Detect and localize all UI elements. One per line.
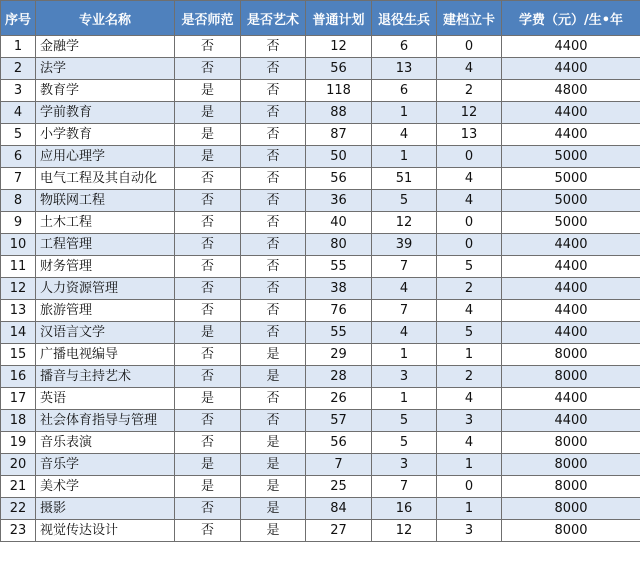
table-row xyxy=(1,58,640,80)
cell-is-art: 否 xyxy=(241,234,306,256)
cell-index: 20 xyxy=(1,454,36,476)
cell-registered-poor: 4 xyxy=(437,190,502,212)
table-row xyxy=(1,190,640,212)
cell-is-art: 否 xyxy=(241,322,306,344)
header-index: 序号 xyxy=(1,1,36,36)
cell-major-name: 音乐学 xyxy=(36,454,175,476)
cell-tuition: 5000 xyxy=(502,190,640,212)
cell-is-normal: 是 xyxy=(175,80,241,102)
cell-tuition: 4400 xyxy=(502,278,640,300)
table-row xyxy=(1,234,640,256)
cell-veteran: 1 xyxy=(372,388,437,410)
cell-is-normal: 是 xyxy=(175,454,241,476)
cell-major-name: 金融学 xyxy=(36,36,175,58)
cell-tuition: 8000 xyxy=(502,454,640,476)
cell-is-normal: 否 xyxy=(175,344,241,366)
cell-major-name: 工程管理 xyxy=(36,234,175,256)
table-row xyxy=(1,322,640,344)
cell-veteran: 7 xyxy=(372,476,437,498)
cell-tuition: 8000 xyxy=(502,476,640,498)
cell-regular-plan: 27 xyxy=(306,520,372,542)
cell-is-art: 是 xyxy=(241,520,306,542)
cell-regular-plan: 38 xyxy=(306,278,372,300)
cell-regular-plan: 56 xyxy=(306,168,372,190)
table-row xyxy=(1,388,640,410)
cell-tuition: 8000 xyxy=(502,520,640,542)
cell-regular-plan: 28 xyxy=(306,366,372,388)
cell-index: 5 xyxy=(1,124,36,146)
cell-registered-poor: 0 xyxy=(437,212,502,234)
cell-index: 19 xyxy=(1,432,36,454)
cell-is-art: 否 xyxy=(241,80,306,102)
cell-registered-poor: 1 xyxy=(437,498,502,520)
cell-is-art: 是 xyxy=(241,454,306,476)
cell-is-normal: 否 xyxy=(175,520,241,542)
cell-is-art: 否 xyxy=(241,278,306,300)
cell-is-normal: 否 xyxy=(175,190,241,212)
cell-index: 9 xyxy=(1,212,36,234)
cell-is-normal: 否 xyxy=(175,410,241,432)
cell-regular-plan: 50 xyxy=(306,146,372,168)
cell-index: 16 xyxy=(1,366,36,388)
cell-index: 17 xyxy=(1,388,36,410)
cell-major-name: 汉语言文学 xyxy=(36,322,175,344)
cell-is-art: 否 xyxy=(241,124,306,146)
cell-regular-plan: 12 xyxy=(306,36,372,58)
cell-is-normal: 否 xyxy=(175,366,241,388)
cell-tuition: 4400 xyxy=(502,388,640,410)
cell-regular-plan: 56 xyxy=(306,432,372,454)
cell-regular-plan: 25 xyxy=(306,476,372,498)
cell-veteran: 39 xyxy=(372,234,437,256)
header-is-art: 是否艺术 xyxy=(241,1,306,36)
cell-is-art: 否 xyxy=(241,300,306,322)
cell-is-normal: 否 xyxy=(175,36,241,58)
cell-major-name: 电气工程及其自动化 xyxy=(36,168,175,190)
cell-is-normal: 否 xyxy=(175,300,241,322)
cell-major-name: 物联网工程 xyxy=(36,190,175,212)
cell-veteran: 5 xyxy=(372,432,437,454)
cell-regular-plan: 29 xyxy=(306,344,372,366)
table-row xyxy=(1,432,640,454)
cell-major-name: 法学 xyxy=(36,58,175,80)
cell-regular-plan: 36 xyxy=(306,190,372,212)
cell-index: 15 xyxy=(1,344,36,366)
cell-veteran: 3 xyxy=(372,454,437,476)
table-row xyxy=(1,344,640,366)
cell-regular-plan: 118 xyxy=(306,80,372,102)
cell-is-art: 否 xyxy=(241,36,306,58)
cell-major-name: 教育学 xyxy=(36,80,175,102)
cell-major-name: 播音与主持艺术 xyxy=(36,366,175,388)
cell-is-normal: 否 xyxy=(175,498,241,520)
cell-is-normal: 否 xyxy=(175,234,241,256)
cell-veteran: 51 xyxy=(372,168,437,190)
table-row xyxy=(1,102,640,124)
cell-index: 11 xyxy=(1,256,36,278)
cell-tuition: 5000 xyxy=(502,212,640,234)
cell-major-name: 摄影 xyxy=(36,498,175,520)
table-row xyxy=(1,278,640,300)
cell-tuition: 8000 xyxy=(502,498,640,520)
cell-registered-poor: 3 xyxy=(437,520,502,542)
header-registered-poor: 建档立卡 xyxy=(437,1,502,36)
cell-tuition: 5000 xyxy=(502,168,640,190)
cell-registered-poor: 2 xyxy=(437,278,502,300)
cell-is-normal: 是 xyxy=(175,124,241,146)
header-is-normal: 是否师范 xyxy=(175,1,241,36)
cell-tuition: 4400 xyxy=(502,234,640,256)
cell-index: 21 xyxy=(1,476,36,498)
cell-is-normal: 是 xyxy=(175,102,241,124)
table-row xyxy=(1,168,640,190)
cell-veteran: 12 xyxy=(372,212,437,234)
cell-major-name: 应用心理学 xyxy=(36,146,175,168)
cell-major-name: 学前教育 xyxy=(36,102,175,124)
cell-is-normal: 是 xyxy=(175,146,241,168)
cell-registered-poor: 4 xyxy=(437,168,502,190)
table-body xyxy=(1,36,640,542)
cell-regular-plan: 88 xyxy=(306,102,372,124)
cell-major-name: 小学教育 xyxy=(36,124,175,146)
cell-veteran: 5 xyxy=(372,410,437,432)
cell-index: 18 xyxy=(1,410,36,432)
cell-registered-poor: 0 xyxy=(437,476,502,498)
cell-index: 2 xyxy=(1,58,36,80)
cell-major-name: 旅游管理 xyxy=(36,300,175,322)
cell-veteran: 1 xyxy=(372,102,437,124)
cell-tuition: 8000 xyxy=(502,432,640,454)
cell-index: 14 xyxy=(1,322,36,344)
cell-regular-plan: 76 xyxy=(306,300,372,322)
header-veteran: 退役生兵 xyxy=(372,1,437,36)
cell-veteran: 7 xyxy=(372,300,437,322)
cell-is-art: 否 xyxy=(241,190,306,212)
cell-is-art: 是 xyxy=(241,432,306,454)
cell-is-art: 否 xyxy=(241,388,306,410)
cell-veteran: 4 xyxy=(372,124,437,146)
cell-is-normal: 是 xyxy=(175,322,241,344)
cell-is-art: 否 xyxy=(241,212,306,234)
cell-major-name: 社会体育指导与管理 xyxy=(36,410,175,432)
cell-is-normal: 否 xyxy=(175,278,241,300)
cell-is-art: 是 xyxy=(241,498,306,520)
table-row xyxy=(1,300,640,322)
cell-is-normal: 否 xyxy=(175,212,241,234)
cell-tuition: 4400 xyxy=(502,300,640,322)
cell-index: 8 xyxy=(1,190,36,212)
table-row xyxy=(1,212,640,234)
cell-is-normal: 否 xyxy=(175,256,241,278)
cell-index: 10 xyxy=(1,234,36,256)
cell-index: 22 xyxy=(1,498,36,520)
table-row xyxy=(1,498,640,520)
table-row xyxy=(1,520,640,542)
cell-registered-poor: 4 xyxy=(437,388,502,410)
cell-major-name: 视觉传达设计 xyxy=(36,520,175,542)
cell-index: 3 xyxy=(1,80,36,102)
header-major-name: 专业名称 xyxy=(36,1,175,36)
cell-registered-poor: 12 xyxy=(437,102,502,124)
cell-regular-plan: 55 xyxy=(306,322,372,344)
cell-is-art: 否 xyxy=(241,146,306,168)
cell-veteran: 6 xyxy=(372,36,437,58)
cell-tuition: 4800 xyxy=(502,80,640,102)
cell-regular-plan: 56 xyxy=(306,58,372,80)
cell-registered-poor: 0 xyxy=(437,146,502,168)
cell-veteran: 5 xyxy=(372,190,437,212)
cell-index: 13 xyxy=(1,300,36,322)
cell-regular-plan: 80 xyxy=(306,234,372,256)
cell-registered-poor: 4 xyxy=(437,300,502,322)
cell-veteran: 3 xyxy=(372,366,437,388)
cell-tuition: 4400 xyxy=(502,124,640,146)
cell-index: 12 xyxy=(1,278,36,300)
cell-is-normal: 是 xyxy=(175,476,241,498)
header-tuition: 学费（元）/生•年 xyxy=(502,1,640,36)
cell-major-name: 土木工程 xyxy=(36,212,175,234)
cell-is-art: 否 xyxy=(241,102,306,124)
cell-is-normal: 否 xyxy=(175,432,241,454)
cell-tuition: 5000 xyxy=(502,146,640,168)
cell-is-normal: 是 xyxy=(175,388,241,410)
cell-registered-poor: 2 xyxy=(437,80,502,102)
cell-veteran: 4 xyxy=(372,322,437,344)
cell-tuition: 8000 xyxy=(502,344,640,366)
cell-regular-plan: 84 xyxy=(306,498,372,520)
table-header xyxy=(1,1,640,36)
cell-regular-plan: 26 xyxy=(306,388,372,410)
cell-is-art: 是 xyxy=(241,366,306,388)
cell-registered-poor: 4 xyxy=(437,58,502,80)
cell-is-art: 是 xyxy=(241,344,306,366)
table-row xyxy=(1,80,640,102)
cell-tuition: 4400 xyxy=(502,58,640,80)
cell-registered-poor: 4 xyxy=(437,432,502,454)
cell-is-art: 否 xyxy=(241,256,306,278)
cell-is-art: 否 xyxy=(241,410,306,432)
cell-registered-poor: 3 xyxy=(437,410,502,432)
cell-regular-plan: 55 xyxy=(306,256,372,278)
cell-veteran: 16 xyxy=(372,498,437,520)
cell-veteran: 7 xyxy=(372,256,437,278)
cell-veteran: 6 xyxy=(372,80,437,102)
table-row xyxy=(1,476,640,498)
cell-is-normal: 否 xyxy=(175,58,241,80)
cell-index: 1 xyxy=(1,36,36,58)
cell-major-name: 人力资源管理 xyxy=(36,278,175,300)
cell-is-art: 是 xyxy=(241,476,306,498)
header-row xyxy=(1,1,640,36)
cell-veteran: 1 xyxy=(372,344,437,366)
table-row xyxy=(1,454,640,476)
table-row xyxy=(1,146,640,168)
table-row xyxy=(1,124,640,146)
cell-index: 7 xyxy=(1,168,36,190)
cell-tuition: 4400 xyxy=(502,36,640,58)
cell-major-name: 财务管理 xyxy=(36,256,175,278)
cell-index: 4 xyxy=(1,102,36,124)
cell-registered-poor: 5 xyxy=(437,322,502,344)
cell-registered-poor: 0 xyxy=(437,36,502,58)
cell-is-art: 否 xyxy=(241,58,306,80)
cell-registered-poor: 5 xyxy=(437,256,502,278)
table-row xyxy=(1,256,640,278)
cell-index: 6 xyxy=(1,146,36,168)
cell-regular-plan: 57 xyxy=(306,410,372,432)
cell-is-normal: 否 xyxy=(175,168,241,190)
cell-veteran: 13 xyxy=(372,58,437,80)
cell-major-name: 广播电视编导 xyxy=(36,344,175,366)
cell-registered-poor: 1 xyxy=(437,454,502,476)
cell-registered-poor: 0 xyxy=(437,234,502,256)
cell-major-name: 音乐表演 xyxy=(36,432,175,454)
cell-tuition: 4400 xyxy=(502,410,640,432)
cell-registered-poor: 13 xyxy=(437,124,502,146)
cell-tuition: 4400 xyxy=(502,322,640,344)
cell-regular-plan: 7 xyxy=(306,454,372,476)
header-regular-plan: 普通计划 xyxy=(306,1,372,36)
table-row xyxy=(1,366,640,388)
cell-tuition: 4400 xyxy=(502,256,640,278)
table-row xyxy=(1,36,640,58)
cell-veteran: 1 xyxy=(372,146,437,168)
cell-registered-poor: 2 xyxy=(437,366,502,388)
cell-registered-poor: 1 xyxy=(437,344,502,366)
cell-major-name: 英语 xyxy=(36,388,175,410)
cell-veteran: 12 xyxy=(372,520,437,542)
cell-tuition: 4400 xyxy=(502,102,640,124)
cell-major-name: 美术学 xyxy=(36,476,175,498)
cell-regular-plan: 40 xyxy=(306,212,372,234)
cell-is-art: 否 xyxy=(241,168,306,190)
cell-tuition: 8000 xyxy=(502,366,640,388)
cell-veteran: 4 xyxy=(372,278,437,300)
table-row xyxy=(1,410,640,432)
cell-regular-plan: 87 xyxy=(306,124,372,146)
cell-index: 23 xyxy=(1,520,36,542)
